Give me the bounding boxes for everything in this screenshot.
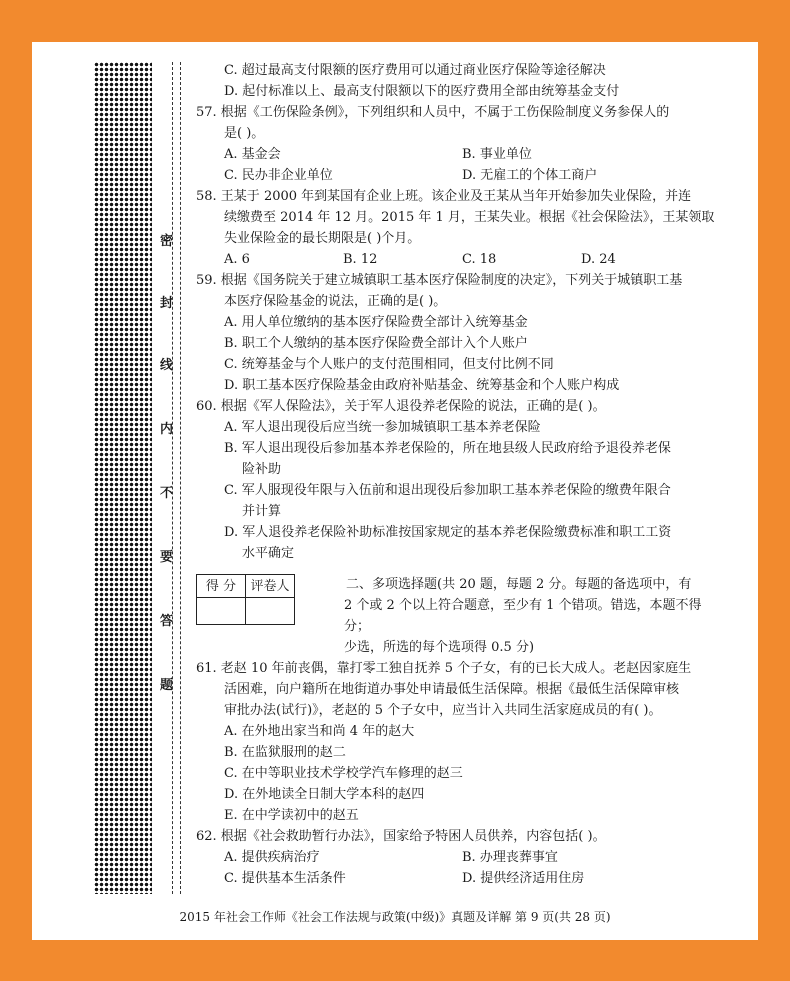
option: C. 民办非企业单位: [224, 168, 333, 183]
option: D. 职工基本医疗保险基金由政府补贴基金、统筹基金和个人账户构成: [224, 378, 620, 393]
option-line: 水平确定: [242, 546, 295, 561]
grader-header: 评卷人: [246, 575, 295, 598]
stem-line: 60. 根据《军人保险法》，关于军人退役养老保险的说法，正确的是( )。: [196, 399, 606, 414]
option: C. 18: [462, 252, 497, 267]
question-stem: [196, 270, 724, 312]
seal-char: 线: [160, 358, 174, 373]
seal-line-left: [172, 62, 173, 894]
option-row: [196, 847, 724, 868]
option: C. 在中等职业技术学校学汽车修理的赵三: [224, 766, 463, 781]
option: B. 办理丧葬事宜: [462, 850, 558, 865]
option-row: [196, 165, 724, 186]
question-stem: [196, 396, 724, 417]
seal-char: 要: [160, 550, 174, 565]
option: C. 超过最高支付限额的医疗费用可以通过商业医疗保险等途径解决: [224, 63, 606, 78]
seal-char: 不: [160, 486, 174, 501]
section-instructions: [344, 574, 724, 658]
option: A. 基金会: [224, 147, 281, 162]
option: [196, 522, 724, 564]
score-cell: [197, 598, 246, 625]
option: A. 用人单位缴纳的基本医疗保险费全部计入统筹基金: [224, 315, 528, 330]
option-line: D. 军人退役养老保险补助标准按国家规定的基本养老保险缴费标准和职工工资: [224, 525, 672, 540]
stem-line: 61. 老赵 10 年前丧偶，靠打零工独自抚养 5 个子女，有的已长大成人。老赵因家庭生: [196, 661, 692, 676]
stem-line: 59. 根据《国务院关于建立城镇职工基本医疗保险制度的决定》，下列关于城镇职工基: [196, 273, 683, 288]
stem-line: 57. 根据《工伤保险条例》，下列组织和人员中，不属于工伤保险制度义务参保人的: [196, 105, 670, 120]
stem-line: 62. 根据《社会救助暂行办法》，国家给予特困人员供养，内容包括( )。: [196, 829, 606, 844]
questions-61-62: [196, 658, 724, 889]
option: C. 提供基本生活条件: [224, 871, 346, 886]
stem-line: 本医疗保险基金的说法，正确的是( )。: [224, 294, 447, 309]
option-row: [196, 249, 724, 270]
section-line: 2 个或 2 个以上符合题意，至少有 1 个错项。错选，本题不得分；: [344, 598, 702, 634]
option-row: [196, 868, 724, 889]
option-line: C. 军人服现役年限与入伍前和退出现役后参加职工基本养老保险的缴费年限合: [224, 483, 671, 498]
seal-char: 内: [160, 422, 174, 437]
option: A. 6: [224, 252, 250, 267]
option: B. 事业单位: [462, 147, 532, 162]
option-row: [196, 144, 724, 165]
option: A. 提供疾病治疗: [224, 850, 320, 865]
section-line: 少选，所选的每个选项得 0.5 分): [344, 640, 535, 655]
stem-line: 58. 王某于 2000 年到某国有企业上班。该企业及王某从当年开始参加失业保险，并连: [196, 189, 692, 204]
score-header: 得 分: [197, 575, 246, 598]
option: A. 在外地出家当和尚 4 年的赵大: [224, 724, 415, 739]
stem-line: 审批办法(试行)》，老赵的 5 个子女中，应当计入共同生活家庭成员的有( )。: [224, 703, 662, 718]
binding-pattern-strip: [94, 62, 152, 894]
option: B. 12: [343, 252, 378, 267]
option-line: B. 军人退出现役后参加基本养老保险的，所在地县级人民政府给予退役养老保: [224, 441, 671, 456]
question-stem: [196, 658, 724, 721]
option: B. 在监狱服刑的赵二: [224, 745, 346, 760]
option-line: 险补助: [242, 462, 282, 477]
option: E. 在中学读初中的赵五: [224, 808, 359, 823]
seal-char: 密: [160, 234, 174, 249]
question-content: [196, 60, 724, 889]
seal-char: 封: [160, 296, 174, 311]
option: D. 无雇工的个体工商户: [462, 168, 598, 183]
score-table: [196, 574, 295, 625]
option: D. 起付标准以上、最高支付限额以下的医疗费用全部由统筹基金支付: [224, 84, 620, 99]
option: D. 24: [581, 252, 616, 267]
option-line: 并计算: [242, 504, 282, 519]
questions-56-60: [196, 60, 724, 564]
section-header: [196, 574, 724, 655]
option: B. 职工个人缴纳的基本医疗保险费全部计入个人账户: [224, 336, 528, 351]
seal-char: 题: [160, 678, 174, 693]
stem-line: 续缴费至 2014 年 12 月。2015 年 1 月，王某失业。根据《社会保险法》，王某领取: [224, 210, 715, 225]
option: D. 在外地读全日制大学本科的赵四: [224, 787, 425, 802]
option: A. 军人退出现役后应当统一参加城镇职工基本养老保险: [224, 420, 541, 435]
option: [196, 438, 724, 480]
page-footer: 2015 年社会工作师《社会工作法规与政策(中级)》真题及详解 第 9 页(共 28 页): [179, 910, 611, 924]
option: C. 统筹基金与个人账户的支付范围相同，但支付比例不同: [224, 357, 554, 372]
seal-line-right: [180, 62, 181, 894]
stem-line: 活困难，向户籍所在地街道办事处申请最低生活保障。根据《最低生活保障审核: [224, 682, 680, 697]
stem-line: 失业保险金的最长期限是( )个月。: [224, 231, 421, 246]
exam-page: [32, 42, 758, 940]
stem-line: 是( )。: [224, 126, 265, 141]
option: D. 提供经济适用住房: [462, 871, 585, 886]
question-stem: [196, 186, 724, 249]
section-line: 二、多项选择题(共 20 题，每题 2 分。每题的备选项中，有: [346, 577, 692, 592]
question-stem: [196, 102, 724, 144]
question-stem: [196, 826, 724, 847]
grader-cell: [246, 598, 295, 625]
option: [196, 480, 724, 522]
seal-char: 答: [160, 614, 174, 629]
